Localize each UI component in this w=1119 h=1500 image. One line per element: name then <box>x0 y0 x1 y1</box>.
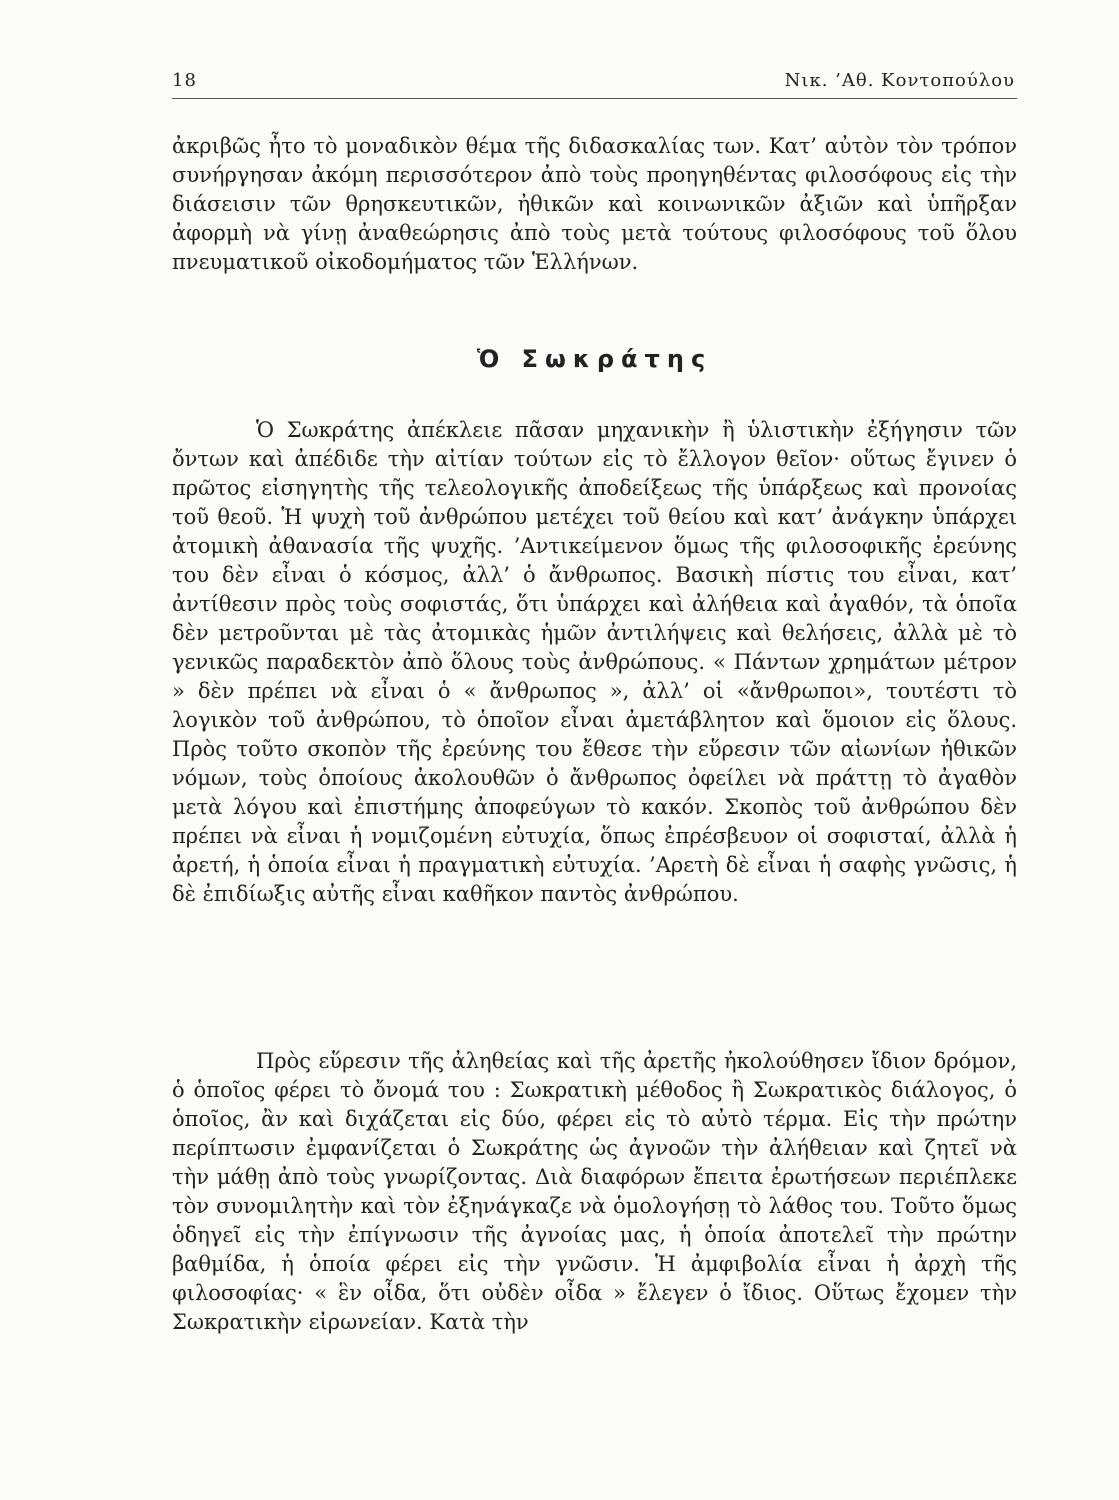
section-paragraph: Ὁ Σωκράτης ἀπέκλειε πᾶσαν μηχανικὴν ἢ ὑλιστικὴν ἐξήγησιν τῶν ὄντων καὶ ἀπέδιδε τὴν αἰτίαν τούτων εἰς τὸ ἔλλογον θεῖον· οὕτως ἔγινεν ὁ πρῶτος εἰσηγητὴς τῆς τελεολογικῆς ἀποδείξεως τῆς ὑπάρξεως καὶ προνοίας τοῦ θεοῦ. Ἡ ψυχὴ τοῦ ἀνθρώπου μετέχει τοῦ θείου καὶ κατ’ ἀνάγκην ὑπάρχει ἀτομικὴ ἀθανασία τῆς ψυχῆς. ’Αντικείμενον ὅμως τῆς φιλοσοφικῆς ἐρεύνης του δὲν εἶναι ὁ κόσμος, ἀλλ’ ὁ ἄνθρωπος. Βασικὴ πίστις του εἶναι, κατ’ ἀντίθεσιν πρὸς τοὺς σοφιστάς, ὅτι ὑπάρχει καὶ ἀλήθεια καὶ ἀγαθόν, τὰ ὁποῖα δὲν μετροῦνται μὲ τὰς ἀτομικὰς ἡμῶν ἀντιλήψεις καὶ θελήσεις, ἀλλὰ μὲ τὸ γενικῶς παραδεκτὸν ἀπὸ ὅλους τοὺς ἀνθρώπους. « Πάντων χρημάτων μέτρον » δὲν πρέπει νὰ εἶναι ὁ « ἄνθρωπος », ἀλλ’ οἱ «ἄνθρωποι», τουτέστι τὸ λογικὸν τοῦ ἀνθρώπου, τὸ ὁποῖον εἶναι ἀμετάβλητον καὶ ὅμοιον εἰς ὅλους. Πρὸς τοῦτο σκοπὸν τῆς ἐρεύνης του ἔθεσε τὴν εὕρεσιν τῶν αἰωνίων ἠθικῶν νόμων, τοὺς ὁποίους ἀκολουθῶν ὁ ἄνθρωπος ὀφείλει νὰ πράττῃ τὸ ἀγαθὸν μετὰ λόγου καὶ ἐπιστήμης ἀποφεύγων τὸ κακόν. Σκοπὸς τοῦ ἀνθρώπου δὲν πρέπει νὰ εἶναι ἡ νομιζομένη εὐτυχία, ὅπως ἐπρέσβευον οἱ σοφισταί, ἀλλὰ ἡ ἀρετή, ἡ ὁποία εἶναι ἡ πραγματικὴ εὐτυχία. ’Αρετὴ δὲ εἶναι ἡ σαφὴς γνῶσις, ἡ δὲ ἐπιδίωξις αὐτῆς εἶναι καθῆκον παντὸς ἀνθρώπου. <box>172 418 1017 906</box>
running-title: Νικ. ’Αθ. Κοντοπούλου <box>784 70 1015 91</box>
opening-paragraph: ἀκριβῶς ἦτο τὸ μοναδικὸν θέμα τῆς διδασκαλίας των. Κατ’ αὐτὸν τὸν τρόπον συνήργησαν ἀκόμη περισσότερον ἀπὸ τοὺς προηγηθέντας φιλοσόφους εἰς τὴν διάσεισιν τῶν θρησκευτικῶν, ἠθικῶν καὶ κοινωνικῶν ἀξιῶν καὶ ὑπῆρξαν ἀφορμὴ νὰ γίνῃ ἀναθεώρησις ἀπὸ τοὺς μετὰ τούτους φιλοσόφους τοῦ ὅλου πνευματικοῦ οἰκοδομήματος τῶν Ἑλλήνων. <box>172 134 1017 274</box>
running-head <box>172 68 1017 99</box>
page-number: 18 <box>172 70 197 91</box>
section-heading: Ὁ Σωκράτης <box>476 345 713 373</box>
section-paragraph: Πρὸς εὕρεσιν τῆς ἀληθείας καὶ τῆς ἀρετῆς ἠκολούθησεν ἴδιον δρόμον, ὁ ὁποῖος φέρει τὸ ὄνομά του : Σωκρατικὴ μέθοδος ἢ Σωκρατικὸς διάλογος, ὁ ὁποῖος, ἂν καὶ διχάζεται εἰς δύο, φέρει εἰς τὸ αὐτὸ τέρμα. Εἰς τὴν πρώτην περίπτωσιν ἐμφανίζεται ὁ Σωκράτης ὡς ἀγνοῶν τὴν ἀλήθειαν καὶ ζητεῖ νὰ τὴν μάθῃ ἀπὸ τοὺς γνωρίζοντας. Διὰ διαφόρων ἔπειτα ἐρωτήσεων περιέπλεκε τὸν συνομιλητὴν καὶ τὸν ἐξηνάγκαζε νὰ ὁμολογήσῃ τὸ λάθος του. Τοῦτο ὅμως ὁδηγεῖ εἰς τὴν ἐπίγνωσιν τῆς ἀγνοίας μας, ἡ ὁποία ἀποτελεῖ τὴν πρώτην βαθμίδα, ἡ ὁποία φέρει εἰς τὴν γνῶσιν. Ἡ ἀμφιβολία εἶναι ἡ ἀρχὴ τῆς φιλοσοφίας· « ἓν οἶδα, ὅτι οὐδὲν οἶδα » ἔλεγεν ὁ ἴδιος. Οὕτως ἔχομεν τὴν Σωκρατικὴν εἰρωνείαν. Κατὰ τὴν <box>172 1049 1017 1334</box>
